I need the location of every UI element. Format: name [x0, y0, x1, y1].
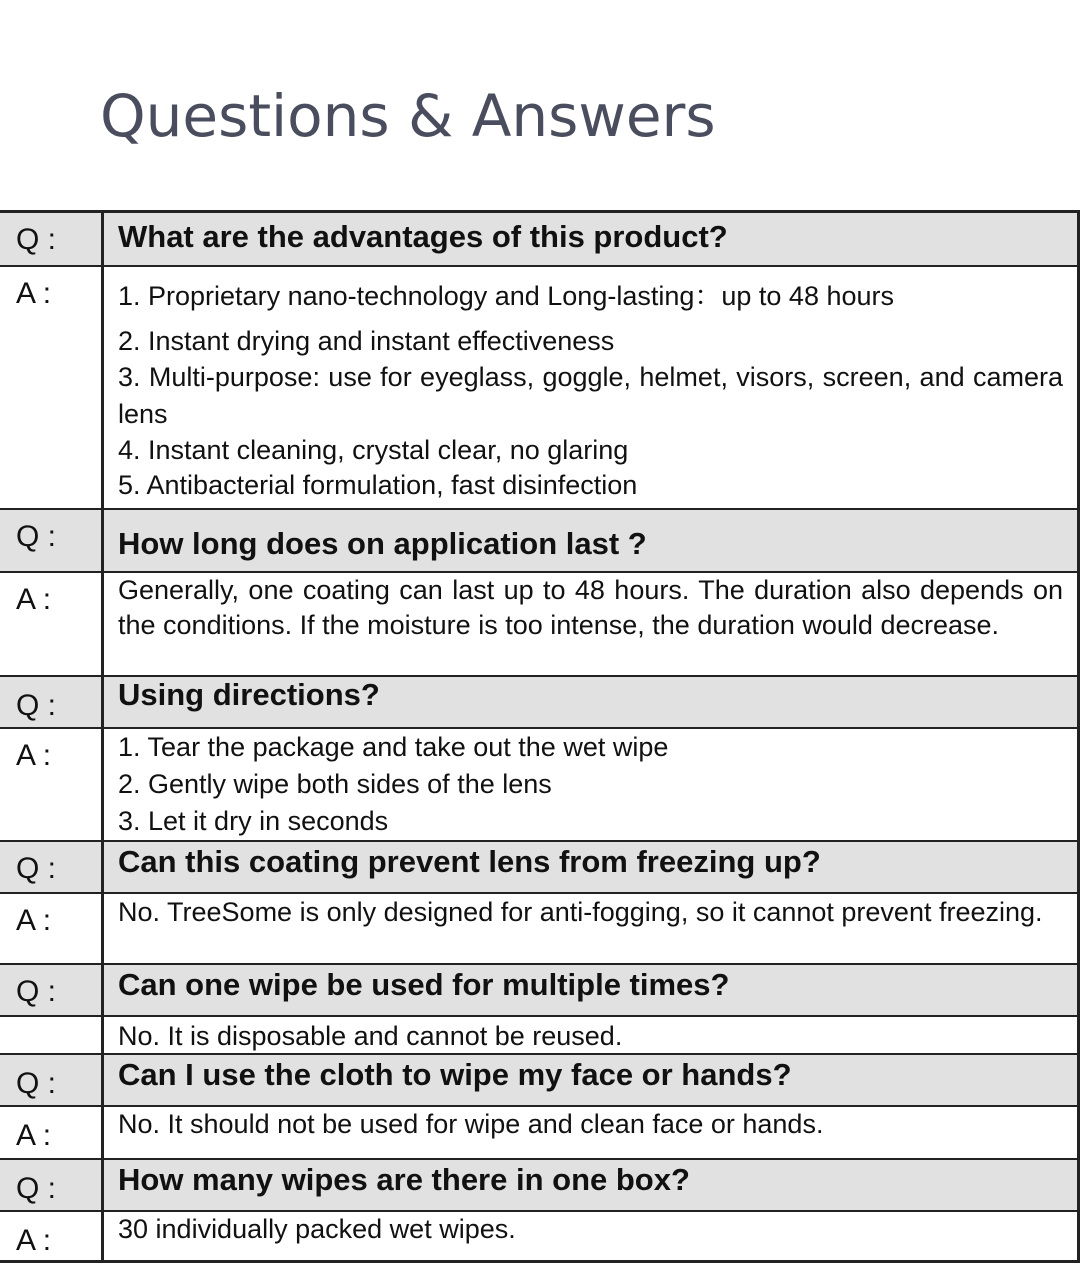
a-label: A :: [0, 1107, 104, 1158]
a-label: A :: [0, 1212, 104, 1260]
question-text: How many wipes are there in one box?: [104, 1160, 1080, 1210]
question-text: Can one wipe be used for multiple times?: [104, 965, 1080, 1015]
answer-row: [0, 265, 1080, 508]
a-label-empty: [0, 1017, 104, 1053]
answer-text: [104, 729, 1080, 840]
a-label: A :: [0, 573, 104, 675]
answer-line: 2. Gently wipe both sides of the lens: [118, 769, 552, 799]
answer-text: Generally, one coating can last up to 48 hours. The duration also depends on the conditions. If the moisture is too intense, the duration would decrease.: [104, 573, 1080, 675]
question-row: [0, 213, 1080, 265]
faq-table: [0, 210, 1080, 1263]
question-text: Can I use the cloth to wipe my face or hands?: [104, 1055, 1080, 1105]
answer-line: 1. Tear the package and take out the wet wipe: [118, 732, 669, 762]
answer-line: 4. Instant cleaning, crystal clear, no glaring: [118, 435, 629, 465]
answer-text: 30 individually packed wet wipes.: [104, 1212, 1080, 1260]
answer-line: 1. Proprietary nano-technology and Long-lasting：up to 48 hours: [118, 281, 894, 311]
answer-line: 5. Antibacterial formulation, fast disinfection: [118, 470, 638, 500]
answer-row: [0, 892, 1080, 963]
question-text: How long does on application last ?: [104, 510, 1080, 571]
a-label: A :: [0, 729, 104, 840]
q-label: Q :: [0, 677, 104, 727]
answer-text: No. It is disposable and cannot be reused.: [104, 1017, 1080, 1053]
question-text: Can this coating prevent lens from freezing up?: [104, 842, 1080, 892]
answer-row: [0, 727, 1080, 840]
question-row: [0, 675, 1080, 727]
a-label: A :: [0, 267, 104, 508]
q-label: Q :: [0, 1160, 104, 1210]
answer-text: [104, 267, 1080, 508]
question-row: [0, 963, 1080, 1015]
answer-row: [0, 571, 1080, 675]
answer-row: [0, 1015, 1080, 1053]
answer-row: [0, 1105, 1080, 1158]
q-label: Q :: [0, 842, 104, 892]
question-text: Using directions?: [104, 677, 1080, 727]
answer-text: No. TreeSome is only designed for anti-fogging, so it cannot prevent freezing.: [104, 894, 1080, 963]
answer-line: 2. Instant drying and instant effectiveness: [118, 326, 615, 356]
question-row: [0, 1053, 1080, 1105]
q-label: Q :: [0, 213, 104, 265]
page-title: Questions & Answers: [100, 82, 716, 150]
answer-row: [0, 1210, 1080, 1260]
question-row: [0, 1158, 1080, 1210]
q-label: Q :: [0, 1055, 104, 1105]
q-label: Q :: [0, 965, 104, 1015]
a-label: A :: [0, 894, 104, 963]
question-row: [0, 840, 1080, 892]
answer-text: No. It should not be used for wipe and clean face or hands.: [104, 1107, 1080, 1158]
question-text: What are the advantages of this product?: [104, 213, 1080, 265]
answer-line: 3. Multi-purpose: use for eyeglass, goggle, helmet, visors, screen, and camera lens: [118, 362, 1063, 429]
question-row: [0, 508, 1080, 571]
answer-line: 3. Let it dry in seconds: [118, 806, 389, 836]
q-label: Q :: [0, 510, 104, 571]
